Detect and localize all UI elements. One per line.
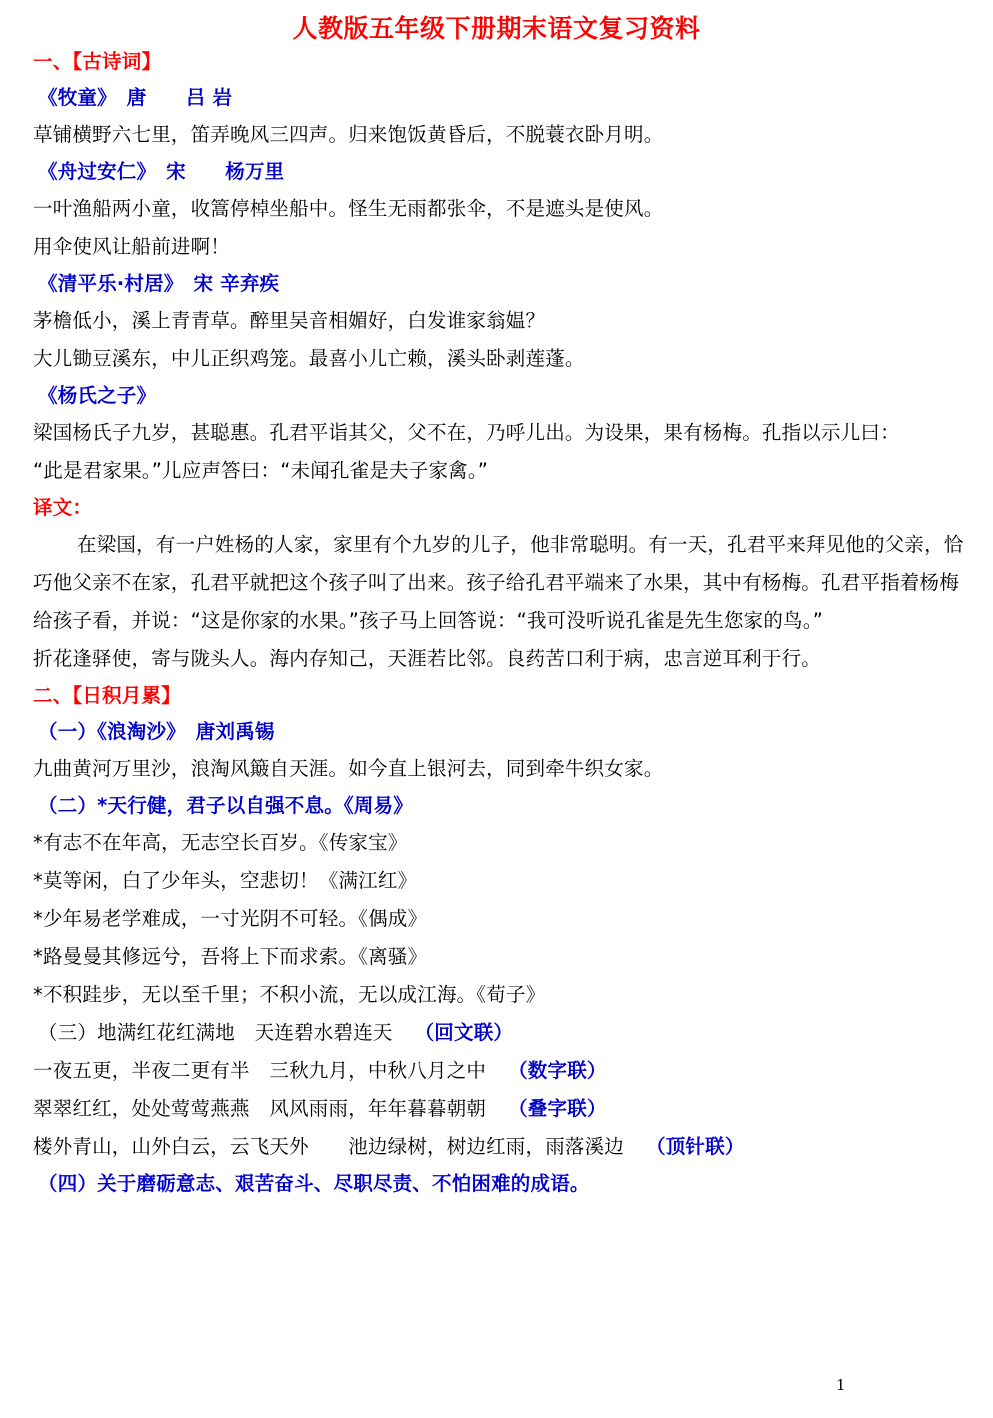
quote-item: *路曼曼其修远兮，吾将上下而求索。《离骚》 [33,945,428,968]
document-page [0,14,993,1418]
poem-line: 用伞使风让船前进啊！ [33,235,231,258]
page-title: 人教版五年级下册期末语文复习资料 [292,14,701,43]
translation-label: 译文： [33,496,93,519]
poem-title-mutong: 《牧童》 唐 吕 岩 [38,86,233,109]
couplet-tag: （数字联） [508,1059,607,1082]
poem-title-qingpingle: 《清平乐·村居》 宋 辛弃疾 [38,272,280,295]
page-number: 1 [836,1376,846,1394]
document-body [0,44,993,1202]
couplet-tag: （顶针联） [646,1135,745,1158]
quote-item: *少年易老学难成，一寸光阴不可轻。《偶成》 [33,907,428,930]
couplet-text: 翠翠红红，处处莺莺燕燕 风风雨雨，年年暮暮朝朝 [33,1097,487,1120]
section-heading-gushici: 一、【古诗词】 [33,50,162,73]
couplet-row [33,1090,965,1128]
group-title-chengyu: （四）关于磨砺意志、艰苦奋斗、尽职尽责、不怕困难的成语。 [38,1172,590,1195]
poem-line: “此是君家果。”儿应声答曰：“未闻孔雀是夫子家禽。” [33,459,489,482]
couplet-text: 一夜五更，半夜二更有半 三秋九月，中秋八月之中 [33,1059,487,1082]
couplet-text: 楼外青山，山外白云，云飞天外 池边绿树，树边红雨，雨落溪边 [33,1135,625,1158]
poem-title-zhouguoanren: 《舟过安仁》 宋 杨万里 [38,160,285,183]
section-heading-rijiyuelei: 二、【日积月累】 [33,684,181,707]
poem-title-yangshizhizi: 《杨氏之子》 [38,384,157,407]
quote-item: *莫等闲，白了少年头，空悲切！《满江红》 [33,869,418,892]
group-title-langtaosha: （一）《浪淘沙》 唐刘禹锡 [38,720,275,743]
couplet-text: （三）地满红花红满地 天连碧水碧连天 [38,1021,393,1044]
poem-line: 茅檐低小，溪上青青草。醉里吴音相媚好，白发谁家翁媪？ [33,309,546,332]
quote-item: *不积跬步，无以至千里；不积小流，无以成江海。《荀子》 [33,983,546,1006]
couplet-row [33,1052,965,1090]
poem-line: 一叶渔船两小童，收篙停棹坐船中。怪生无雨都张伞，不是遮头是使风。 [33,197,664,220]
group-title-zhouyi: （二）*天行健，君子以自强不息。《周易》 [38,794,413,817]
couplet-tag: （叠字联） [508,1097,607,1120]
poem-line: 梁国杨氏子九岁，甚聪惠。孔君平诣其父，父不在，乃呼儿出。为设果，果有杨梅。孔指以示儿曰： [33,421,900,444]
quote-item: *有志不在年高，无志空长百岁。《传家宝》 [33,831,408,854]
poem-line: 草铺横野六七里，笛弄晚风三四声。归来饱饭黄昏后，不脱蓑衣卧月明。 [33,123,664,146]
couplet-row [33,1014,965,1052]
proverbs-line: 折花逢驿使，寄与陇头人。海内存知己，天涯若比邻。良药苦口利于病，忠言逆耳利于行。 [33,647,822,670]
group-line-langtaosha: 九曲黄河万里沙，浪淘风簸自天涯。如今直上银河去，同到牵牛织女家。 [33,757,664,780]
poem-line: 大儿锄豆溪东，中儿正织鸡笼。最喜小儿亡赖，溪头卧剥莲蓬。 [33,347,585,370]
couplet-row [33,1128,965,1166]
couplet-tag: （回文联） [414,1021,514,1044]
translation-paragraph: 在梁国，有一户姓杨的人家，家里有个九岁的儿子，他非常聪明。有一天，孔君平来拜见他的父亲，恰巧他父亲不在家，孔君平就把这个孩子叫了出来。孩子给孔君平端来了水果，其中有杨梅。孔君平指着杨梅给孩子看，并说：“这是你家的水果。”孩子马上回答说：“我可没听说孔雀是先生您家的鸟。” [33,533,964,632]
